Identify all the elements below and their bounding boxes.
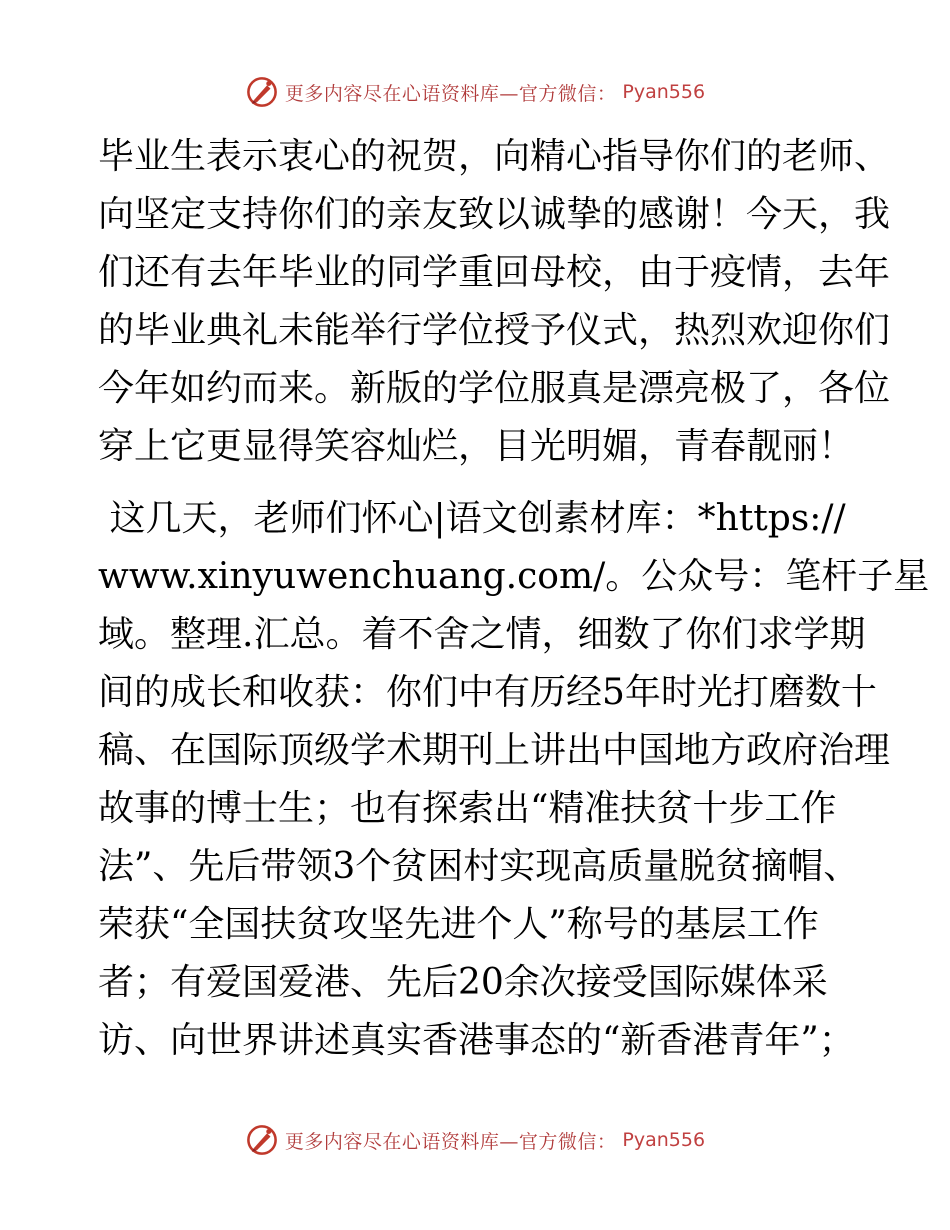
text-line: 向坚定支持你们的亲友致以诚挚的感谢！今天，我 [98, 194, 891, 235]
text-line: 法”、先后带领3个贫困村实现高质量脱贫摘帽、 [98, 846, 860, 887]
footer-banner [0, 1120, 950, 1160]
text-line: 访、向世界讲述真实香港事态的“新香港青年”； [98, 1020, 855, 1061]
text-line: 稿、在国际顶级学术期刊上讲出中国地方政府治理 [98, 730, 891, 771]
wechat-id: Pyan556 [622, 81, 706, 103]
header-banner [0, 72, 950, 112]
banner-text: 更多内容尽在心语资料库—官方微信： [284, 1130, 617, 1153]
text-line: 的毕业典礼未能举行学位授予仪式，热烈欢迎你们 [98, 310, 891, 351]
text-line: 穿上它更显得笑容灿烂，目光明媚，青春靓丽！ [98, 426, 855, 467]
text-line: 今年如约而来。新版的学位服真是漂亮极了，各位 [98, 368, 891, 409]
paragraph-1 [98, 128, 891, 476]
wechat-id: Pyan556 [622, 1129, 706, 1151]
text-line: 域。整理.汇总。着不舍之情，细数了你们求学期 [98, 614, 866, 655]
pen-logo-icon [245, 1123, 279, 1157]
document-body [98, 128, 930, 1070]
text-line: 毕业生表示衷心的祝贺，向精心指导你们的老师、 [98, 136, 891, 177]
paragraph-gap [98, 476, 858, 490]
text-line: 故事的博士生；也有探索出“精准扶贫十步工作 [98, 788, 837, 829]
text-line: 荣获“全国扶贫攻坚先进个人”称号的基层工作 [98, 904, 819, 945]
pen-logo-icon [245, 75, 279, 109]
text-line: 这几天，老师们怀心|语文创素材库：*https:// [98, 498, 846, 539]
text-line: 者；有爱国爱港、先后20余次接受国际媒体采 [98, 962, 828, 1003]
text-line: www.xinyuwenchuang.com/。公众号：笔杆子星 [98, 556, 930, 597]
paragraph-2 [98, 490, 930, 1070]
text-line: 间的成长和收获：你们中有历经5年时光打磨数十 [98, 672, 877, 713]
banner-text: 更多内容尽在心语资料库—官方微信： [284, 82, 617, 105]
text-line: 们还有去年毕业的同学重回母校，由于疫情，去年 [98, 252, 891, 293]
